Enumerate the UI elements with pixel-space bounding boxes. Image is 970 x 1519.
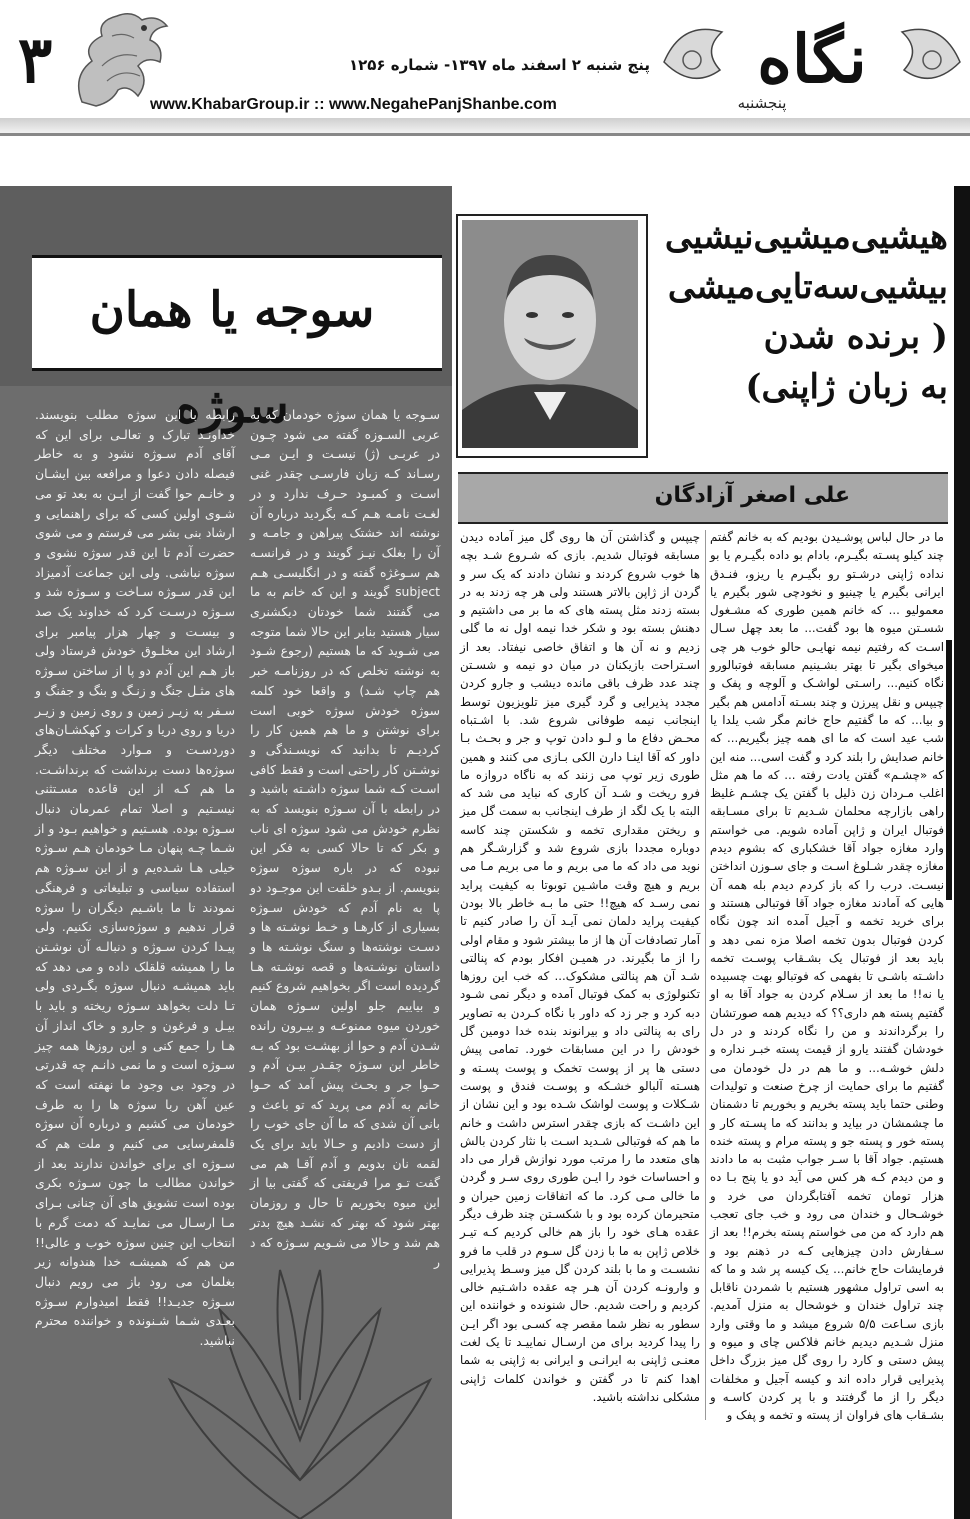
- right-article-column-2: چیپس و گذاشتن آن ها روی گل میز آماده دیدن مسابقه فوتبال شدیم. بازی که شـروع شـد بچه ها خوب شروع کردند و نشان دادند که یک سر و گردن از ژاپن بالاتر هستند ولی هر چه زدند به در بسته زدند مثل پسته های که ما بر می داشتیم و دهنش بسته بود و شکر خدا نیمه اول نه ما گلی زدیم و نه آن ها و اتفاق خاصی نیفتاد. بعد از اسـتراحت بازیکنان در میان دو نیمه و شسـتن چند عدد ظرف باقی مانده دیشب و جارو کردن مجدد پذیرایی و گرد گیری میز تلویزیون توسط اینجانب نیمه طوفانی شروع شد. با اشـتباه محـض دفاع ما و لـو دادن توپ و جر و بحـث بـا داور که آقا اینـا دارن الکی بـازی می کنند و همین طوری زیر توپ می زنند که به ناگاه دروازه ما فرو ریخت و شـد آن کاری که نباید می شد که البته با یک لگد از طرف اینجانب به سمت گل میز و ریختن مقداری تخمه و شکستن چند کاسه دوباره مجددا بازی شروع شد و گزارشـگر هم نوید می داد که ما می بریم و ما می بریم مـا می بریم و هیچ وقت ماشـین توبوتا به کیفیت پراید نمی رسـد که هیچ!! حتی ما بـه خاطر بالا بودن کیفیت پراید دلمان نمی آیـد آن را صادر کنیم تا آمار تصادفات آن ها از ما بیشتر شود و مقام اولی را از ما بگیرند. در همیـن افکار بودم که پنالتی شـد آن هم پنالتی مشکوک... که خب این روزها تکنولوژی به کمک فوتبال آمده و دیگر نمی شـود دبه کرد و جر زد که داور با نگاه کـردن به تصاویر رای به پنالتی داد و بیرانوند بنده خدا دومین گل خودش را در این مسابقات خورد. تمامی پیش دستی ها پر از پوست تخمک و پوست پسـته و هسـته آلبالو خشـکه و پوسـت فندق و پوست شـکلات و پوست لواشک شـده بود و این نشان از این داشـت که بازی چقدر استرس داشت و خانم ما هم که فوتبالی شـدید اسـت با نثار کردن بالش های متعدد ما را مرتب مورد نوازش قرار می داد و احساسات خود را ایـن طوری روی سـر و گردن ما خالی مـی کرد. ما که اتفاقات زمین حیران و متحیرمان کرده بود و با شکسـتن چند ظرف دیگر عقده هـای خود را باز هم خالی کردیم کـه تیـر خلاص ژاپن به ما با زدن گل سـوم در قلب ما فرو نشسـت و ما با بلند کردن گل میز وسـط پذیرایی و وارونـه کردن آن هـر چه عقده داشـتیم خالی کردیم و راحت شدیم. حال شنونده و خواننده این سطور به نظر شما مقصر چه کسـی بود اگر ایـن را پیدا کردید برای من ارسـال نماییـد تا یک لغت معنـی ژاپنی به ایرانـی و ایرانی به ژاپنی به شما اهدا کنم تا در گفتن و خواندن کلمات ژاپنی مشکلی نداشته باشید.: [460, 530, 700, 1404]
- left-article-column-2: رابطه با این سوژه مطلب بنویسند. خداونـد تبارک و تعالـی برای این که آقای آدم سـوژه نشود و به خاطر فیصله دادن دعوا و مرافعه بین ایشـان و خانـم حوا گفت از ایـن به بعد تو می شـوی اولین کسی که برای راهنمایی و ارشاد بنی بشر می فرستم و می شوی حضرت آدم تا این قدر سوژه نشوی و سوژه نباشی. ولی این جماعت آدمیزاد این قدر سـوژه سـاخت و سـوژه شد و سـوژه درسـت کرد که خداوند یک صد و بیسـت و چهار هزار پیامبر برای ارشاد این مخلـوق خودش فرستاد ولی باز هـم این آدم دو پا از ساختن سـوژه های مثـل جنگ و زنـگ و بنگ و جفنگ و سـفر به زیـر زمین و روی زمین و زیـر دریا و روی دریا و کرات و کهکشـان‌های دوردسـت و مـوارد مختلف دیگر سوژه‌ها دست برنداشت که برنداشـت. ما هم کـه از این قاعده مسـتثنی نیسـتیم و اصلا تمام عمرمان دنبال سـوژه بوده. هسـتیم و خواهیم بـود و از شـما چـه پنهان مـا خودمان هـم سـوژه خیلی هـا شـده‌یم و از این سـوژه هم استفاده سیاسی و تبلیغاتی و فرهنگی نمودند تا ما باشـیم دیگران را سوژه قرار ندهیم و سوژه‌سازی نکنیم. ولی پیـدا کردن سـوژه و دنبالـه آن نوشـتن ما را همیشه قلقلک داده و می دهد که باید همیشـه دنبال سوژه بگـردی ولی تـا دلت بخواهد سـوژه ریخته و باید با بیـل و فرغون و جارو و خاک انداز آن هـا را جمع کنی و این روزها همه چیز سـوژه است و ما نمی دانـم چه قدرتی در وجود بی وجود ما نهفته است که عین آهن ربا سوژه ها را به طرف خودمان می کشیم و درباره آن سوژه قلمفرسایی می کنیم و ملت هم که سـوژه ای برای خواندن ندارند بعد از خواندن مطالب ما چون سـوژه بکری بوده است تشویق های آن چنانی بـرای مـا ارسـال می نمایـد که دمت گرم با انتخاب این چنین سوژه خوب و عالی!! من هم که همیشـه خدا هندوانه زیر بغلمان می رود باز می رویم دنبال سـوژه جدیـد!! فقط امیدوارم سـوژه بعـدی شـما شـنونده و خواننده محترم نباشید.: [35, 407, 235, 1349]
- title-line-4: به زبان ژاپنی): [745, 367, 948, 407]
- masthead-logo: [662, 10, 962, 114]
- right-article-column-1: ما در حال لباس پوشـیدن بودیم که به خانم گفتم چند کیلو پسـته بگیـرم، بادام بو داده بگیـرم یا بو نداده ژاپنی درشـتو رو بگیـرم یا ریزو، فنـدق ایرانی بگیرم یا چینیو و نخودچی شور بگیرم یا معمولیو ... که خانم همین طوری که مشـغول شسـتن میوه ها بود گفت... ما بعد چهل سـال اسـت که رفتیم نیمه نهایـی حالو خوب هر چی میخوای بگیر تا بهتر بشـینیم مسابقه فوتبالورو نگاه کنیم... راسـتی لواشـک و آلوچه و پفک و چیپس و نقل پیرزن و چند بسـته آدامس هم بگیر و بیا... که ما گفتیم حاج خانم مگر شب یلدا یا شب عید است که ما ای همه چیز بگیریم... که خانم صدایش را بلند کرد و گفت اسی... منه این که «چشـم» گفتن یادت رفته ... که ما هم مثل اغلب مـردان زن ذلیل با گفتن یک چشـم غلیظ راهی بازارچه محلمان شـدیم تا برای مسـابقه فوتبال ایران و ژاپن آماده شویم. می خواستم وارد مغازه جواد آقا خشکباری که بشوم دیدم مغازه چقدر شـلوغ اسـت و جای سـوزن انداختن نیسـت. درب را که باز کردم دیدم بله همه آن هایی که آمادند مغازه جواد آقا فوتبالی هستند و برای خرید تخمه و آجیل آمده اند چون نگاه کردن فوتبال بدون تخمه اصلا مزه نمی دهد و باید بعد از فوتبال یک بشـقاب پوسـت تخمه داشـته باشـی تا بفهمی که فوتبالو بهت چسبیده یا نه!! ما بعد از سـلام کردن به جواد آقا به او گفتیم پسته هم داری؟؟ که دیدیم همه صورتشان را برگرداندند و من را نگاه کردند و در دل خودشان گفتند یارو از قیمت پسته خبـر نداره و دلش خوشـه... و ما هم در دل خودمان می گفتیم ما برای حمایت از چرخ صنعت و تولیدات وطنی حتما باید پسته بخریم و بخوریم تا دشمنان ما چشمشان در بیاید و بدانند که ما پسـته کار و پسته خور و پسته جو و پسته مرام و پسته خنده هستیم. جواد آقا با سـر جواب مثبت به ما دادند و من دیدم کـه هر کس می آید دو یا پنج بـا ده هزار تومان تخمه آفتابگردان می خرد و خوشـحال و خندان می رود و خب جای تعجب هم دارد که من می خواستم پسته بخرم!! بعد از سـفارش دادن چیزهایی کـه در ذهنم بود و فرمایشات حاج خانم... یک کیسه پر شد و ما که به اسی تراول مشهور هستیم با شمردن ناقابل چند تراول خندان و خوشحال به منزل آمدیم. بازی سـاعت ۵/۵ شروع میشد و ما وقتی وارد منزل شـدیم دیدیم خانم فلاکس چای و میوه و پیش دستی و کارد را روی گل میز بزرگ داخل پذیرایی قرار داده اند و کیسه آجیل و مخلفات دیگر را از ما گرفتند و با پر کردن کاسـه و بشـقاب های فراوان از پسته و تخمه و پفک و: [710, 530, 944, 1423]
- dateline: پنج شنبه ۲ اسفند ماه ۱۳۹۷- شماره ۱۲۵۶: [348, 56, 650, 74]
- header-divider: [0, 133, 970, 136]
- author-portrait: [462, 220, 638, 448]
- page-number: ۳: [17, 23, 53, 98]
- right-edge-stripe: [946, 640, 952, 900]
- header-band: [0, 118, 970, 134]
- right-edge-bar: [954, 186, 970, 1519]
- author-name: علی اصغر آزادگان: [654, 483, 850, 508]
- title-line-1: هیشیی‌میشیی‌نیشیی: [664, 217, 948, 257]
- website-links[interactable]: www.KhabarGroup.ir :: www.NegahePanjShanbe.com: [150, 96, 557, 113]
- left-article-title: سوجه یا همان سوژه: [89, 282, 375, 434]
- left-article-column-1: سـوجه یا همان سوژه خودمان که به عربی السـوزه گفته می شود چـون در عربـی (ژ) نیسـت و ایـن مـی رسـاند کـه زبان فارسـی چقدر غنی اسـت و کمبـود حـرف ندارد و در لغـت نامـه هـم کـه بگردید درباره آن نوشته اند خشتک پیراهن و جامـه و آن را بغلک نیـز گویند و در فرانسـه هم سـوغژه گفته و در انگلیسـی هـم subject گویند و این که خانم به ما می گفتند شما خودتان دیکشنری سیار هستید بنابر این حالا شما متوجه می شـوید که ما هستیم (رجوع شـود به نوشته تخلص که در روزنامـه خبر هم چاپ شـد) و واقعا خود کلمه سوژه خودش سوژه خوبی است برای نوشتن و ما هم همین کار را کردیـم تا بدانید که نویسـندگی و نوشـتن کار راحتی است و فقط کافی اسـت کـه شما سوژه داشـته باشید و در رابطه با آن سـوژه بنویسد که به نظرم خودش می شود سوژه ای ناب و بکر که تا حالا کسی به فکر این نبوده که در باره سوژه سوژه بنویسم. از بـدو خلقت این موجـود دو پا به نام آدم که خودش سـوژه بسیاری از کارهـا و خـط نوشـته ها و دسـت نوشته‌ها و سنگ نوشـته ها و داستان نوشـته‌ها و قصه نوشـته هـا گردیده است اگر بخواهیم شروع کنیم و بیاییم جلو اولین سـوژه همان خوردن میوه ممنوعـه و بیـرون رانده شـدن آدم و حوا از بهشـت بود که بـه خاطر این سـوژه چقـدر بیـن آدم و حـوا جر و بحـث پیش آمد که حـوا خانم به آدم می پرید که تو باعث و بانی آن شدی که ما آن جای خوب را از دست دادیم و حـالا باید برای یک لقمه نان بدویم و آدم آقـا هم می گفت تـو مرا فریفتی که گفتی بیا از این میوه بخوریم تا حال و روزمان بهتر شود که بهتر که نشـد هیچ بدتر هم شد و حالا می شـویم سـوژه که د ر: [250, 407, 440, 1270]
- right-article-title: [652, 212, 948, 462]
- masthead-subtitle: پنجشنبه: [737, 94, 787, 112]
- title-line-2: بیشیی‌سه‌تایی‌میشی: [667, 267, 948, 307]
- title-line-3: ( برنده شدن: [763, 317, 948, 357]
- column-divider: [705, 530, 706, 1420]
- masthead-title: نگاه: [757, 20, 867, 98]
